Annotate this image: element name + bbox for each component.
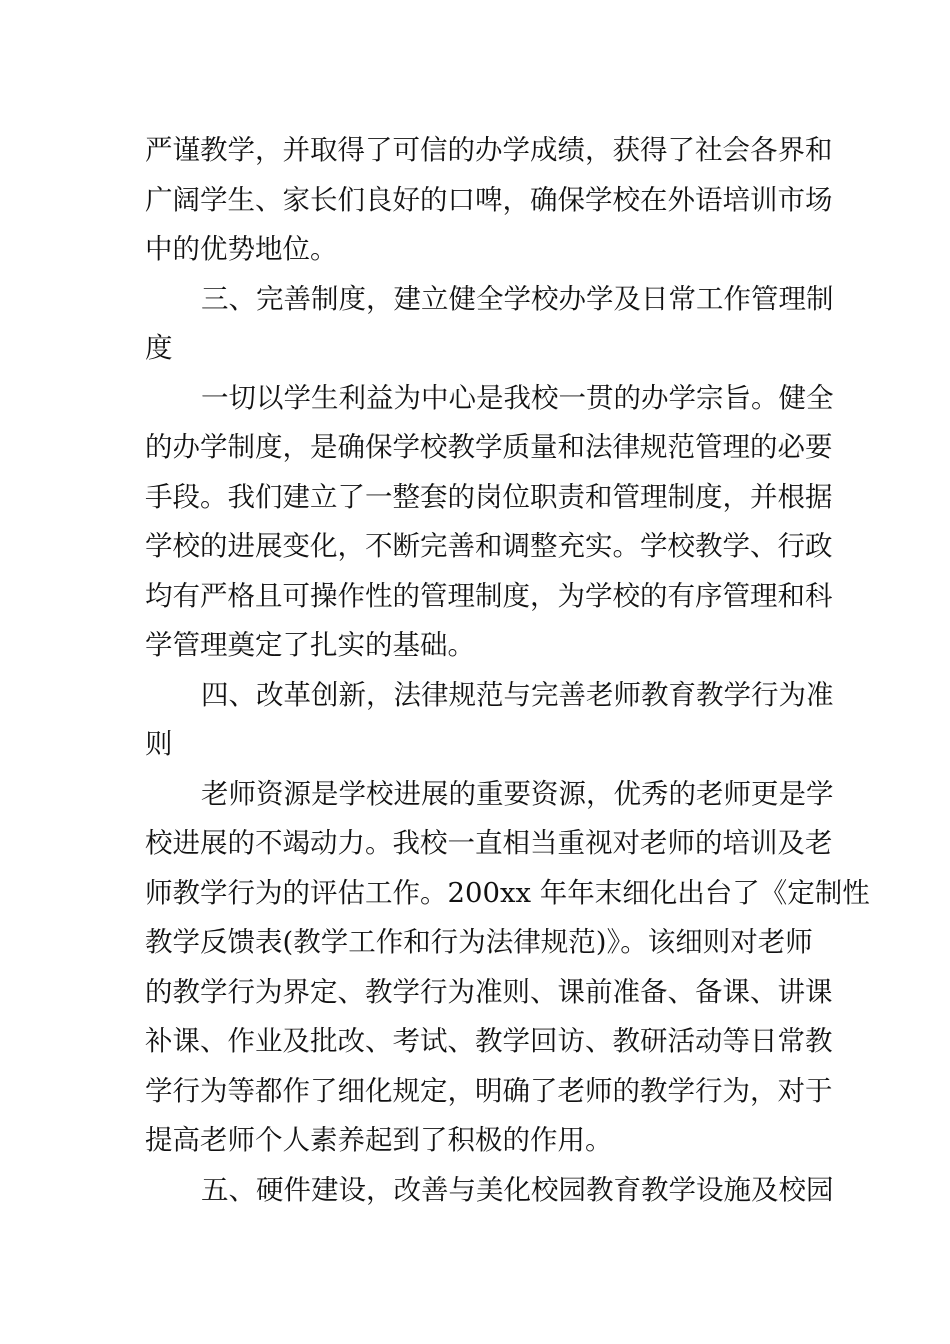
text-line: 补课、作业及批改、考试、教学回访、教研活动等日常教 bbox=[145, 1025, 833, 1057]
text-line: 教学反馈表(教学工作和行为法律规范)》。该细则对老师 bbox=[145, 926, 813, 958]
section-heading-line: 五、硬件建设，改善与美化校园教育教学设施及校园 bbox=[201, 1173, 834, 1206]
section-heading-line: 四、改革创新，法律规范与完善老师教育教学行为准 bbox=[201, 678, 834, 711]
text-line: 的教学行为界定、教学行为准则、课前准备、备课、讲课 bbox=[145, 975, 833, 1008]
section-heading-line: 则 bbox=[145, 728, 173, 760]
text-line: 严谨教学，并取得了可信的办学成绩，获得了社会各界和 bbox=[145, 134, 833, 166]
text-line: 手段。我们建立了一整套的岗位职责和管理制度，并根据 bbox=[145, 480, 833, 513]
text-line: 提高老师个人素养起到了积极的作用。 bbox=[145, 1124, 613, 1156]
text-line: 学行为等都作了细化规定，明确了老师的教学行为，对于 bbox=[145, 1074, 833, 1107]
text-line: 老师资源是学校进展的重要资源，优秀的老师更是学 bbox=[201, 777, 834, 810]
text-line: 广阔学生、家长们良好的口啤，确保学校在外语培训市场 bbox=[145, 183, 833, 216]
body-text bbox=[145, 126, 870, 1215]
text-line: 的办学制度，是确保学校教学质量和法律规范管理的必要 bbox=[145, 431, 833, 463]
text-line: 一切以学生利益为中心是我校一贯的办学宗旨。健全 bbox=[201, 381, 834, 414]
text-line: 中的优势地位。 bbox=[145, 233, 338, 265]
text-line: 校进展的不竭动力。我校一直相当重视对老师的培训及老 bbox=[145, 827, 833, 859]
section-heading-line: 三、完善制度，建立健全学校办学及日常工作管理制 bbox=[201, 282, 834, 315]
text-line: 学管理奠定了扎实的基础。 bbox=[145, 629, 475, 661]
text-line: 学校的进展变化，不断完善和调整充实。学校教学、行政 bbox=[145, 530, 833, 562]
text-line: 师教学行为的评估工作。200xx 年年末细化出台了《定制性 bbox=[145, 876, 870, 909]
text-line: 均有严格且可操作性的管理制度，为学校的有序管理和科 bbox=[145, 579, 833, 612]
section-heading-line: 度 bbox=[145, 332, 173, 364]
